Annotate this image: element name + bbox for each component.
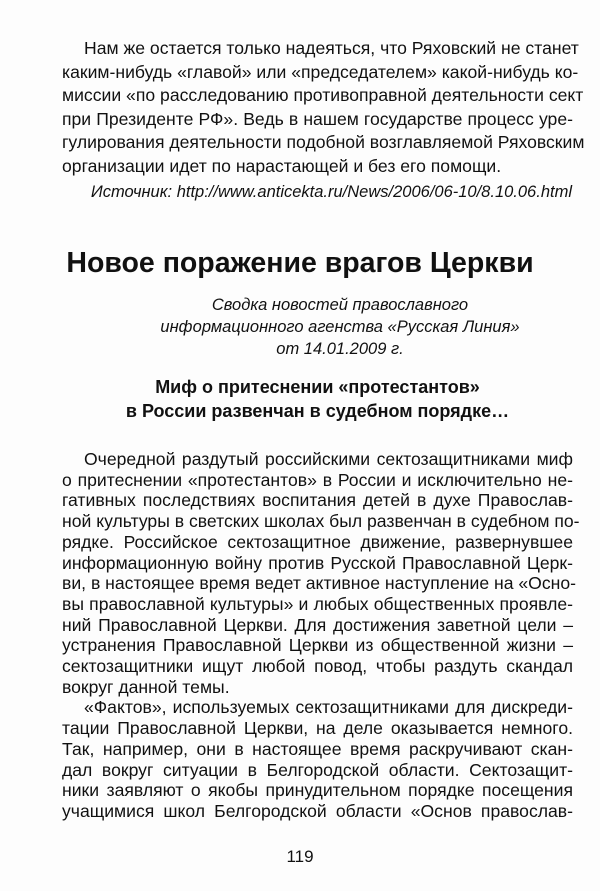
section-heading: Миф о притеснении «протестантов» bbox=[155, 377, 480, 397]
source-citation: Источник: http://www.anticekta.ru/News/2006/06-10/8.10.06.html bbox=[90, 183, 572, 201]
text-line: тации Православной Церкви, на деле оказывается немного. bbox=[62, 718, 573, 739]
subtitle-line: информационного агенства «Русская Линия» bbox=[160, 318, 520, 336]
text-line: о притеснении «протестантов» в России и исключительно не- bbox=[62, 469, 573, 490]
text-line: гулирования деятельности подобной возглавляемой Ряховским bbox=[62, 132, 585, 153]
text-line: учащимися школ Белгородской области «Основ православ- bbox=[62, 800, 573, 821]
text-line: каким-нибудь «главой» или «председателем» какой-нибудь ко- bbox=[62, 61, 579, 82]
text-line: устранения Православной Церкви из общественной жизни – bbox=[62, 635, 573, 656]
text-line: «Фактов», используемых сектозащитниками для дискреди- bbox=[84, 697, 573, 718]
text-line: дал вокруг ситуации в Белгородской области. Сектозащит- bbox=[62, 759, 573, 780]
text-line: вы православной культуры» и любых общественных проявле- bbox=[62, 593, 573, 614]
subtitle-line: Сводка новостей православного bbox=[211, 296, 469, 314]
article-title: Новое поражение врагов Церкви bbox=[66, 247, 534, 279]
text-line: ний Православной Церкви. Для достижения заветной цели – bbox=[62, 614, 573, 635]
text-line: Так, например, они в настоящее время раскручивают скан- bbox=[62, 738, 573, 759]
text-line: Нам же остается только надеяться, что Ряховский не станет bbox=[84, 38, 579, 58]
text-line: при Президенте РФ». Ведь в нашем государстве процесс уре- bbox=[62, 108, 573, 129]
text-line: сектозащитники ищут любой повод, чтобы раздуть скандал bbox=[62, 656, 573, 676]
section-heading: в России развенчан в судебном порядке… bbox=[125, 401, 510, 421]
text-line: организации идет по нарастающей и без его помощи. bbox=[62, 156, 502, 176]
text-line: гативных последствиях воспитания детей в духе Православ- bbox=[62, 490, 573, 511]
text-line: ви, в настоящее время ведет активное наступление на «Осно- bbox=[62, 573, 577, 594]
text-line: информационную войну против Русской Православной Церк- bbox=[62, 552, 573, 573]
text-line: ной культуры в светских школах был развенчан в судебном по- bbox=[62, 511, 580, 532]
text-line: Очередной раздутый российскими сектозащитниками миф bbox=[84, 449, 573, 469]
text-line: вокруг данной темы. bbox=[62, 676, 230, 697]
subtitle-line: от 14.01.2009 г. bbox=[276, 340, 404, 358]
text-line: ники заявляют о якобы принудительном порядке посещения bbox=[62, 780, 573, 801]
page-number: 119 bbox=[286, 847, 314, 866]
text-line: рядке. Российское сектозащитное движение, развернувшее bbox=[62, 531, 573, 552]
text-line: миссии «по расследованию противоправной деятельности сект bbox=[62, 85, 584, 106]
